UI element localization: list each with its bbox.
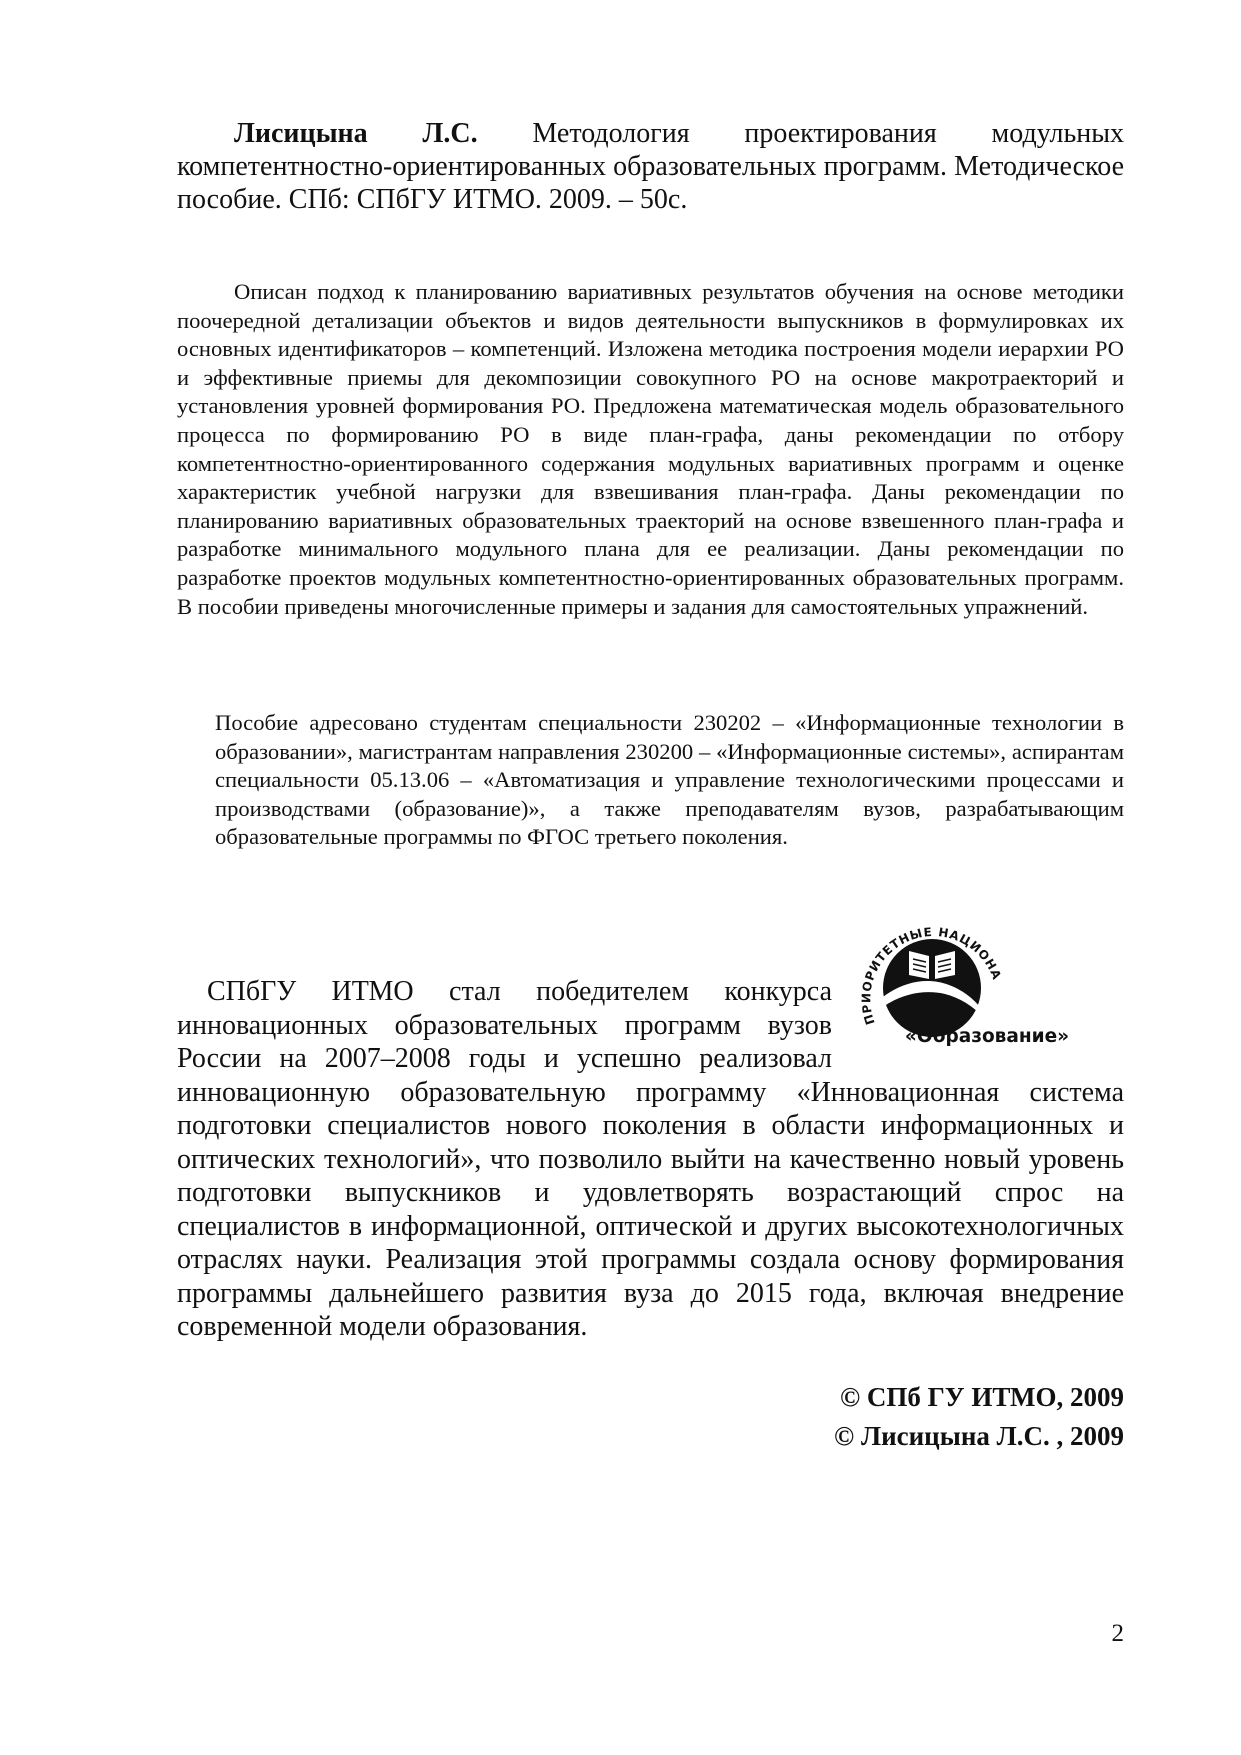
- citation-author: Лисицына Л.С.: [234, 118, 478, 149]
- logo-label: «Образование»: [904, 1026, 1070, 1047]
- winner-section: [177, 902, 1124, 1344]
- citation-text: Методология проектирования модульных компетентностно-ориентированных образовательных программ. Методическое пособие. СПб: СПбГУ ИТМО. 2009. – 50с.: [177, 118, 1125, 215]
- logo-arc-text: ПРИОРИТЕТНЫЕ НАЦИОНАЛЬНЫЕ ПРОЕКТЫ: [835, 902, 1005, 1027]
- abstract-paragraph: Описан подход к планированию вариативных результатов обучения на основе методики поочередной детализации объектов и видов деятельности выпускников в формулировках их основных идентификаторов – компетенций. Изложена методика построения модели иерархии РО и эффективные приемы для декомпозиции совокупного РО на основе макротраекторий и установления уровней формирования РО. Предложена математическая модель образовательного процесса по формированию РО в виде план-графа, даны рекомендации по отбору компетентностно-ориентированного содержания модульных вариативных программ и оценке характеристик учебной нагрузки для взвешивания план-графа. Даны рекомендации по планированию вариативных образовательных траекторий на основе взвешенного план-графа и разработке минимального модульного плана для ее реализации. Даны рекомендации по разработке проектов модульных компетентностно-ориентированных образовательных программ. В пособии приведены многочисленные примеры и задания для самостоятельных упражнений.: [177, 279, 1124, 619]
- audience-paragraph: Пособие адресовано студентам специальности 230202 – «Информационные технологии в образовании», магистрантам направления 230200 – «Информационные системы», аспирантам специальности 05.13.06 – «Автоматизация и управление технологическими процессами и производствами (образование)», а также преподавателям вузов, разрабатывающим образовательные программы по ФГОС третьего поколения.: [215, 710, 1124, 850]
- logo-graphic: [835, 902, 1124, 1053]
- winner-paragraph: СПбГУ ИТМО стал победителем конкурса инновационных образовательных программ вузов России на 2007–2008 годы и успешно реализовал инновационную образовательную программу «Инновационная система подготовки специалистов нового поколения в области информационных и оптических технологий», что позволило выйти на качественно новый уровень подготовки выпускников и удовлетворять возрастающий спрос на специалистов в информационной, оптической и других высокотехнологичных отраслях науки. Реализация этой программы создала основу формирования программы дальнейшего развития вуза до 2015 года, включая внедрение современной модели образования.: [177, 976, 1124, 1342]
- national-projects-logo: [835, 902, 1124, 1053]
- bibliographic-citation: [177, 117, 1124, 216]
- copyright-itmo: © СПб ГУ ИТМО, 2009: [839, 1382, 1124, 1412]
- copyright-author: © Лисицына Л.С. , 2009: [834, 1421, 1124, 1451]
- page-number: 2: [1111, 1620, 1124, 1647]
